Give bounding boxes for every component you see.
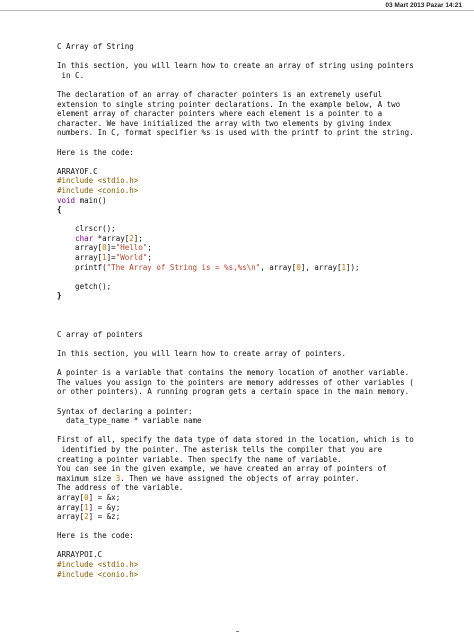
intro-line: in C. bbox=[57, 70, 85, 80]
code-include: #include <conio.h> bbox=[57, 185, 139, 195]
paragraph-line: or other pointers). A running program gets a certain space in the main memory. bbox=[57, 387, 410, 397]
code-keyword: void bbox=[57, 195, 76, 205]
code-line: array[2] = &z; bbox=[57, 512, 121, 522]
paragraph-line: identified by the pointer. The asterisk tells the compiler that you are bbox=[57, 444, 383, 454]
paragraph-line: character. We have initialized the array with two elements by giving index bbox=[57, 118, 392, 128]
paragraph-line: creating a pointer variable. Then specify the name of variable. bbox=[57, 454, 342, 464]
paragraph-line: You can see in the given example, we have created an array of pointers of bbox=[57, 464, 387, 474]
paragraph-line: A pointer is a variable that contains the memory location of another variable. bbox=[57, 368, 410, 378]
code-line: array[1] = &y; bbox=[57, 502, 121, 512]
code-line: array[0] = &x; bbox=[57, 492, 121, 502]
section-title-array-of-string: C Array of String bbox=[57, 42, 134, 51]
code-line: char *array[2]; bbox=[75, 233, 143, 243]
paragraph-line: extension to single string pointer declarations. In the example below, A two bbox=[57, 99, 401, 109]
paragraph-line: element array of character pointers where each element is a pointer to a bbox=[57, 109, 383, 119]
code-include: #include <stdio.h> bbox=[57, 176, 139, 186]
document-body bbox=[57, 42, 442, 579]
code-close-brace: } bbox=[57, 291, 62, 301]
code-main-signature: void main() bbox=[57, 195, 107, 205]
code-intro: Here is the code: bbox=[57, 531, 134, 541]
code-intro: Here is the code: bbox=[57, 147, 134, 157]
code-keyword: char bbox=[75, 233, 94, 243]
code-line: array[0]="Hello"; bbox=[57, 243, 152, 253]
intro-line: In this section, you will learn how to create array of pointers. bbox=[57, 349, 346, 358]
code-include: #include <stdio.h> bbox=[57, 560, 139, 570]
paragraph-line: The address of the variable. bbox=[57, 483, 184, 493]
code-block-arrayof bbox=[57, 167, 442, 301]
code-open-brace: { bbox=[57, 205, 62, 215]
section-title-array-of-pointers: C array of pointers bbox=[57, 329, 143, 339]
code-line bbox=[57, 215, 442, 225]
paragraph-line: First of all, specify the data type of data stored in the location, which is to bbox=[57, 435, 414, 445]
paragraph-line: maximum size 3. Then we have assigned the objects of array pointer. bbox=[57, 473, 360, 483]
syntax-line: Syntax of declaring a pointer: bbox=[57, 406, 193, 416]
code-line: getch(); bbox=[57, 281, 112, 291]
print-date: 03 Mart 2013 Pazar 14:21 bbox=[385, 2, 462, 9]
code-filename: ARRAYPOI.C bbox=[57, 550, 103, 560]
code-line: printf("The Array of String is = %s,%s\n", array[0], array[1]); bbox=[57, 262, 360, 272]
code-include: #include <conio.h> bbox=[57, 569, 139, 579]
code-line bbox=[57, 272, 442, 282]
header-rule bbox=[0, 10, 474, 11]
paragraph-line: numbers. In C, format specifier %s is used with the printf to print the string. bbox=[57, 128, 414, 138]
paragraph-line: The declaration of an array of character pointers is an extremely useful bbox=[57, 89, 383, 99]
code-filename: ARRAYOF.C bbox=[57, 166, 98, 176]
paragraph-line: The values you assign to the pointers are memory addresses of other variables ( bbox=[57, 377, 414, 387]
code-line: array[1]="World"; bbox=[57, 253, 152, 263]
code-line: clrscr(); bbox=[57, 224, 116, 234]
intro-line: In this section, you will learn how to create an array of string using pointers bbox=[57, 61, 414, 71]
syntax-line: data_type_name * variable name bbox=[57, 416, 202, 426]
